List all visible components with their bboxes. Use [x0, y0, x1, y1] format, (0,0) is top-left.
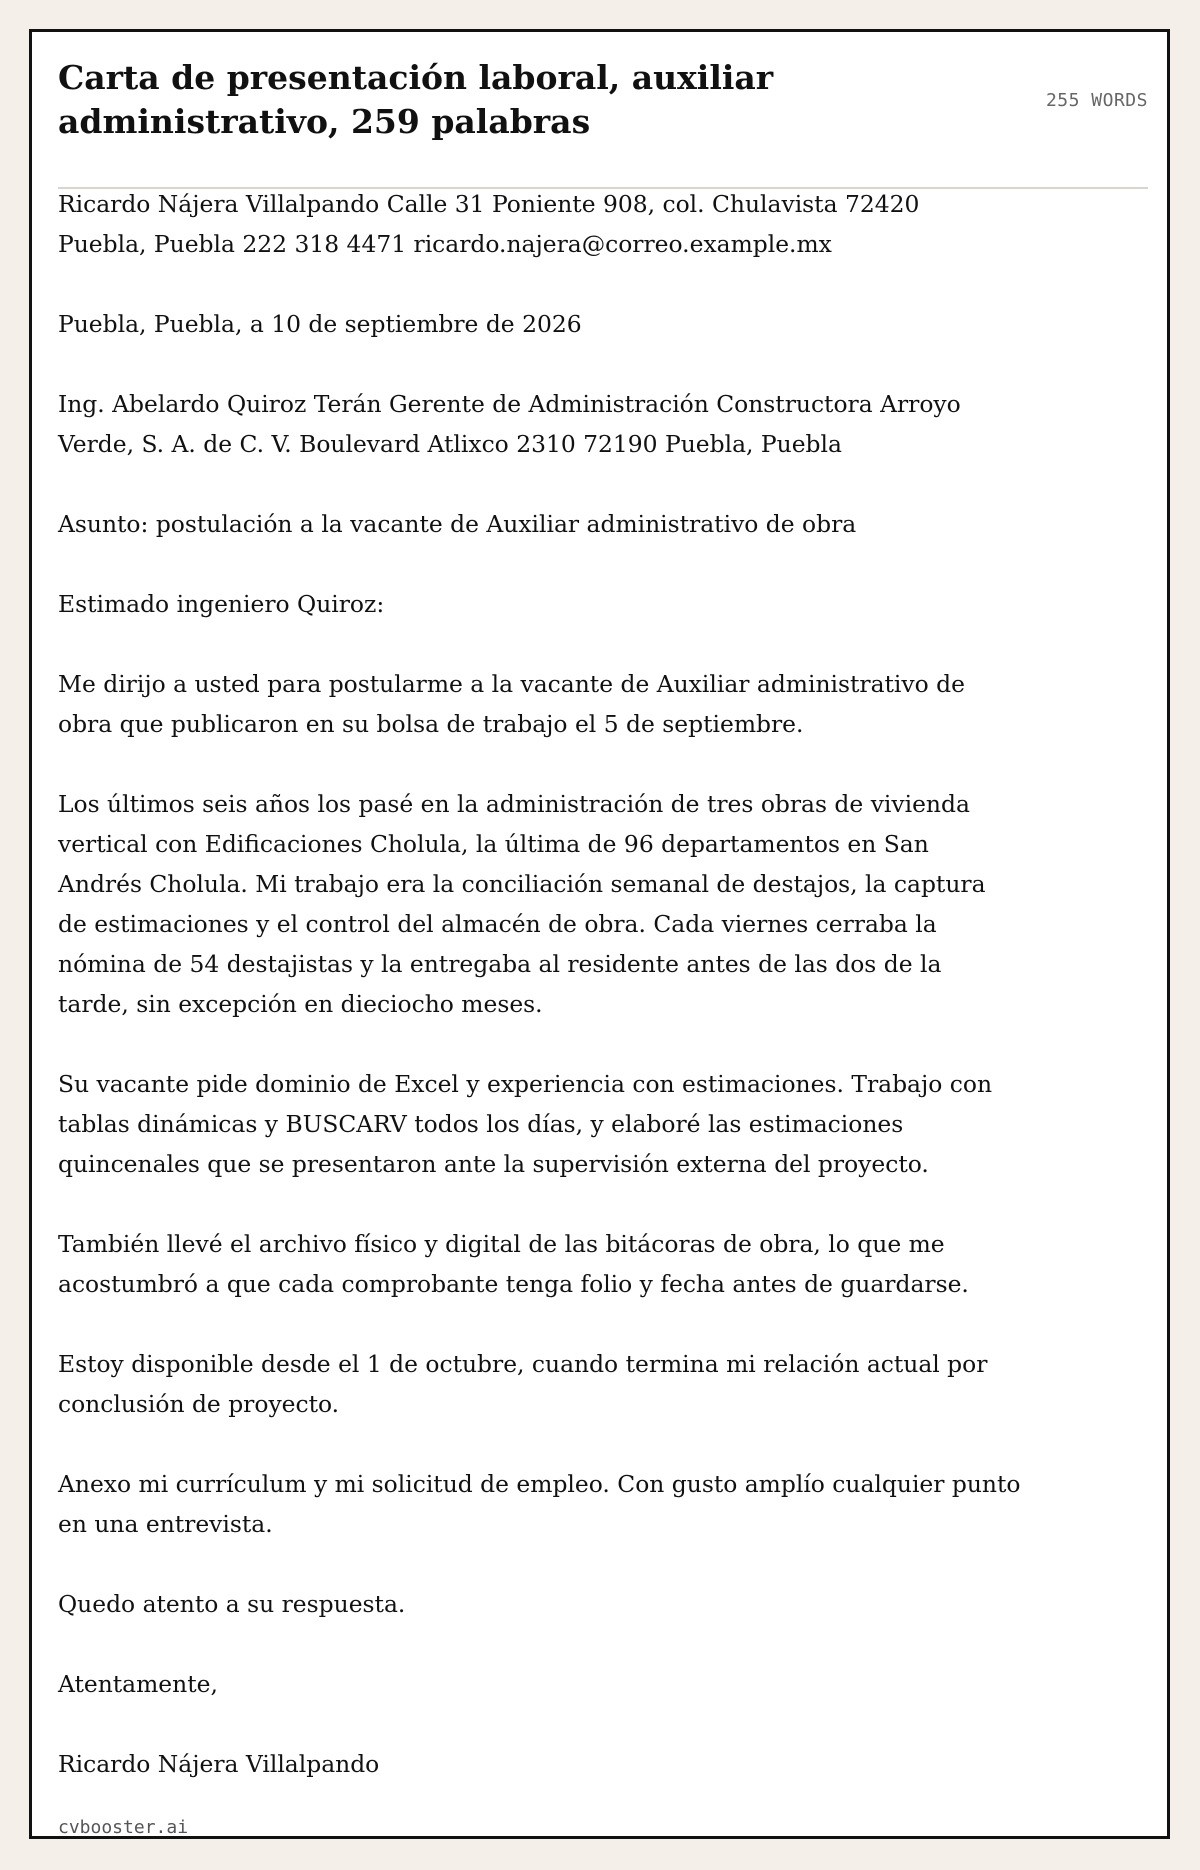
title-line-1: Carta de presentación laboral, auxiliar — [58, 58, 774, 97]
paragraph-line: Anexo mi currículum y mi solicitud de empleo. Con gusto amplío cualquier punto — [58, 1470, 1021, 1498]
signature-name: Ricardo Nájera Villalpando — [58, 1750, 380, 1778]
body-paragraph — [58, 664, 1078, 744]
paragraph-line: Andrés Cholula. Mi trabajo era la conciliación semanal de destajos, la captura — [58, 870, 986, 898]
letter-subject: Asunto: postulación a la vacante de Auxiliar administrativo de obra — [58, 510, 857, 538]
paragraph-line: Estoy disponible desde el 1 de octubre, cuando termina mi relación actual por — [58, 1350, 988, 1378]
recipient-block — [58, 384, 1078, 464]
body-paragraph — [58, 784, 1078, 1024]
paragraph-line: tarde, sin excepción en dieciocho meses. — [58, 990, 543, 1018]
letter-salutation: Estimado ingeniero Quiroz: — [58, 590, 385, 618]
paragraph-line: quincenales que se presentaron ante la supervisión externa del proyecto. — [58, 1150, 929, 1178]
title-line-2: administrativo, 259 palabras — [58, 102, 591, 141]
sender-line: Ricardo Nájera Villalpando Calle 31 Poniente 908, col. Chulavista 72420 — [58, 190, 920, 218]
paragraph-line: También llevé el archivo físico y digital de las bitácoras de obra, lo que me — [58, 1230, 945, 1258]
recipient-line: Ing. Abelardo Quiroz Terán Gerente de Administración Constructora Arroyo — [58, 390, 961, 418]
body-paragraph — [58, 1344, 1078, 1424]
letter-date: Puebla, Puebla, a 10 de septiembre de 2026 — [58, 310, 582, 338]
letter-header — [58, 56, 1148, 189]
sender-line: Puebla, Puebla 222 318 4471 ricardo.najera@correo.example.mx — [58, 230, 832, 258]
paragraph-line: Me dirijo a usted para postularme a la vacante de Auxiliar administrativo de — [58, 670, 965, 698]
closing-note: Quedo atento a su respuesta. — [58, 1590, 406, 1618]
paragraph-line: de estimaciones y el control del almacén de obra. Cada viernes cerraba la — [58, 910, 937, 938]
page-title — [58, 56, 818, 144]
letter-body — [58, 184, 1078, 1784]
recipient-line: Verde, S. A. de C. V. Boulevard Atlixco 2310 72190 Puebla, Puebla — [58, 430, 842, 458]
letter-card — [29, 29, 1170, 1839]
sign-off: Atentamente, — [58, 1670, 218, 1698]
word-count-badge: 255 WORDS — [1045, 90, 1148, 111]
body-paragraph — [58, 1464, 1078, 1544]
body-paragraph — [58, 1224, 1078, 1304]
brand-watermark: cvbooster.ai — [58, 1817, 189, 1838]
paragraph-line: vertical con Edificaciones Cholula, la última de 96 departamentos en San — [58, 830, 929, 858]
paragraph-line: conclusión de proyecto. — [58, 1390, 340, 1418]
paragraph-line: en una entrevista. — [58, 1510, 273, 1538]
body-paragraph — [58, 1064, 1078, 1184]
paragraph-line: acostumbró a que cada comprobante tenga folio y fecha antes de guardarse. — [58, 1270, 969, 1298]
sender-block — [58, 184, 1078, 264]
paragraph-line: tablas dinámicas y BUSCARV todos los días, y elaboré las estimaciones — [58, 1110, 904, 1138]
paragraph-line: obra que publicaron en su bolsa de trabajo el 5 de septiembre. — [58, 710, 804, 738]
paragraph-line: nómina de 54 destajistas y la entregaba al residente antes de las dos de la — [58, 950, 942, 978]
paragraph-line: Los últimos seis años los pasé en la administración de tres obras de vivienda — [58, 790, 970, 818]
paragraph-line: Su vacante pide dominio de Excel y experiencia con estimaciones. Trabajo con — [58, 1070, 993, 1098]
